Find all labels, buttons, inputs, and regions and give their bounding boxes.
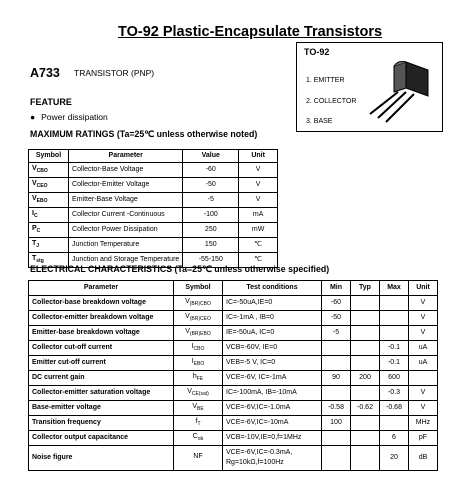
part-type: TRANSISTOR (PNP) xyxy=(74,68,155,78)
condition-cell: VCE=-6V,IC=-0.3mA, Rg=10kΩ,f=100Hz xyxy=(223,446,322,471)
symbol-subscript: CBO xyxy=(36,167,48,174)
symbol-subscript: stg xyxy=(36,257,44,264)
parameter-cell: Collector-emitter saturation voltage xyxy=(29,386,174,401)
table-row xyxy=(29,356,438,371)
symbol-letter: V xyxy=(187,388,192,395)
min-cell xyxy=(322,341,351,356)
unit-cell: V xyxy=(409,296,438,311)
symbol-letter: I xyxy=(32,209,34,217)
parameter-cell: Transition frequency xyxy=(29,416,174,431)
column-header: Symbol xyxy=(174,281,223,296)
max-ratings-heading: MAXIMUM RATINGS (Ta=25℃ unless otherwise noted) xyxy=(30,129,258,139)
symbol-letter: V xyxy=(32,164,37,172)
symbol-subscript: C xyxy=(33,212,38,219)
symbol-cell xyxy=(174,371,223,386)
pin-label-collector: 2. COLLECTOR xyxy=(306,98,357,105)
symbol-subscript: EBO xyxy=(36,197,48,204)
table-row xyxy=(29,431,438,446)
parameter-cell: Base-emitter voltage xyxy=(29,401,174,416)
value-cell: -50 xyxy=(183,177,239,192)
parameter-cell: Collector Current -Continuous xyxy=(69,207,183,222)
min-cell: -60 xyxy=(322,296,351,311)
table-row xyxy=(29,446,438,471)
symbol-subscript: (BR)EBO xyxy=(189,331,211,337)
electrical-body xyxy=(29,296,438,471)
symbol-cell xyxy=(174,311,223,326)
parameter-cell: Junction and Storage Temperature xyxy=(69,252,183,267)
table-row xyxy=(29,341,438,356)
condition-cell: VCE=-6V, IC=-1mA xyxy=(223,371,322,386)
parameter-cell: Noise figure xyxy=(29,446,174,471)
max-cell: 20 xyxy=(380,446,409,471)
value-cell: -60 xyxy=(183,162,239,177)
unit-cell: mW xyxy=(239,222,278,237)
parameter-cell: Emitter cut-off current xyxy=(29,356,174,371)
pin-label-base: 3. BASE xyxy=(306,118,333,125)
condition-cell: VCB=-60V, IE=0 xyxy=(223,341,322,356)
column-header: Unit xyxy=(409,281,438,296)
typ-cell xyxy=(351,356,380,371)
package-title: TO-92 xyxy=(304,47,330,57)
unit-cell: ℃ xyxy=(239,237,278,252)
symbol-letter: C xyxy=(192,433,198,440)
table-row xyxy=(29,192,278,207)
unit-cell: dB xyxy=(409,446,438,471)
max-cell: -0.1 xyxy=(380,341,409,356)
symbol-subscript: T xyxy=(197,421,201,427)
unit-cell: V xyxy=(409,401,438,416)
parameter-cell: Emitter-Base Voltage xyxy=(69,192,183,207)
symbol-letter: V xyxy=(185,313,190,320)
column-header: Parameter xyxy=(69,150,183,163)
max-ratings-table xyxy=(28,149,278,268)
symbol-subscript: J xyxy=(36,242,40,249)
parameter-cell: Collector-base breakdown voltage xyxy=(29,296,174,311)
value-cell: -5 xyxy=(183,192,239,207)
symbol-letter: f xyxy=(195,418,198,425)
typ-cell: 200 xyxy=(351,371,380,386)
condition-cell: IC=-100mA, IB=-10mA xyxy=(223,386,322,401)
table-row xyxy=(29,237,278,252)
symbol-cell xyxy=(29,177,69,192)
unit-cell: V xyxy=(239,177,278,192)
unit-cell: V xyxy=(409,386,438,401)
symbol-cell xyxy=(29,207,69,222)
min-cell xyxy=(322,386,351,401)
unit-cell: ℃ xyxy=(239,252,278,267)
symbol-subscript: FE xyxy=(196,376,204,382)
symbol-subscript: BE xyxy=(197,406,204,412)
max-cell xyxy=(380,311,409,326)
max-cell xyxy=(380,416,409,431)
symbol-letter: P xyxy=(32,224,37,232)
symbol-letter: V xyxy=(32,194,37,202)
symbol-subscript: (BR)CEO xyxy=(189,316,211,322)
parameter-cell: Collector-Emitter Voltage xyxy=(69,177,183,192)
value-cell: 250 xyxy=(183,222,239,237)
symbol-subscript: C xyxy=(36,227,41,234)
part-number: A733 xyxy=(30,66,60,80)
typ-cell xyxy=(351,341,380,356)
unit-cell: MHz xyxy=(409,416,438,431)
electrical-heading: ELECTRICAL CHARACTERISTICS (Ta=25℃ unless otherwise specified) xyxy=(30,264,330,274)
condition-cell: IC=-50uA,IE=0 xyxy=(223,296,322,311)
parameter-cell: Collector cut-off current xyxy=(29,341,174,356)
min-cell: -5 xyxy=(322,326,351,341)
condition-cell: VCB=-10V,IE=0,f=1MHz xyxy=(223,431,322,446)
table-row xyxy=(29,326,438,341)
min-cell: -0.58 xyxy=(322,401,351,416)
symbol-letter: T xyxy=(32,254,37,262)
table-row xyxy=(29,162,278,177)
unit-cell: mA xyxy=(239,207,278,222)
unit-cell: V xyxy=(409,326,438,341)
column-header: Value xyxy=(183,150,239,163)
column-header: Min xyxy=(322,281,351,296)
min-cell xyxy=(322,431,351,446)
column-header: Unit xyxy=(239,150,278,163)
unit-cell: V xyxy=(239,162,278,177)
min-cell xyxy=(322,446,351,471)
typ-cell xyxy=(351,416,380,431)
table-row xyxy=(29,311,438,326)
symbol-cell xyxy=(29,237,69,252)
symbol-cell xyxy=(174,416,223,431)
table-row xyxy=(29,416,438,431)
symbol-cell xyxy=(174,431,223,446)
parameter-cell: Collector-Base Voltage xyxy=(69,162,183,177)
table-row xyxy=(29,371,438,386)
symbol-cell xyxy=(174,386,223,401)
symbol-cell xyxy=(174,341,223,356)
symbol-letter: V xyxy=(185,328,190,335)
value-cell: 150 xyxy=(183,237,239,252)
symbol-letter: I xyxy=(191,343,194,350)
symbol-cell xyxy=(29,192,69,207)
typ-cell xyxy=(351,311,380,326)
unit-cell xyxy=(409,371,438,386)
unit-cell: V xyxy=(239,192,278,207)
table-row xyxy=(29,386,438,401)
symbol-subscript: (BR)CBO xyxy=(189,301,211,307)
max-cell xyxy=(380,326,409,341)
symbol-cell xyxy=(174,326,223,341)
column-header: Symbol xyxy=(29,150,69,163)
min-cell: -50 xyxy=(322,311,351,326)
document-title: TO-92 Plastic-Encapsulate Transistors xyxy=(118,24,383,40)
symbol-letter: V xyxy=(192,403,197,410)
symbol-letter: NF xyxy=(193,453,203,460)
min-cell: 90 xyxy=(322,371,351,386)
max-cell: -0.68 xyxy=(380,401,409,416)
table-row xyxy=(29,296,438,311)
condition-cell: VEB=-5 V, IC=0 xyxy=(223,356,322,371)
parameter-cell: Collector output capacitance xyxy=(29,431,174,446)
typ-cell xyxy=(351,326,380,341)
symbol-letter: V xyxy=(32,179,37,187)
table-row xyxy=(29,401,438,416)
symbol-subscript: ob xyxy=(197,436,204,442)
bullet: ● xyxy=(30,112,36,122)
max-cell: 600 xyxy=(380,371,409,386)
symbol-cell xyxy=(174,401,223,416)
column-header: Test conditions xyxy=(223,281,322,296)
pin-label-emitter: 1. EMITTER xyxy=(306,77,345,84)
symbol-letter: I xyxy=(191,358,194,365)
column-header: Typ xyxy=(351,281,380,296)
parameter-cell: Junction Temperature xyxy=(69,237,183,252)
value-cell: -100 xyxy=(183,207,239,222)
typ-cell xyxy=(351,296,380,311)
max-cell: 6 xyxy=(380,431,409,446)
parameter-cell: Collector-emitter breakdown voltage xyxy=(29,311,174,326)
feature-text: Power dissipation xyxy=(41,112,108,122)
unit-cell: V xyxy=(409,311,438,326)
typ-cell xyxy=(351,446,380,471)
condition-cell: VCE=-6V,IC=-10mA xyxy=(223,416,322,431)
symbol-letter: V xyxy=(185,298,190,305)
table-row xyxy=(29,177,278,192)
symbol-subscript: CBO xyxy=(193,346,205,352)
unit-cell: uA xyxy=(409,356,438,371)
symbol-letter: T xyxy=(32,239,37,247)
value-cell: -55-150 xyxy=(183,252,239,267)
typ-cell: -0.62 xyxy=(351,401,380,416)
min-cell: 100 xyxy=(322,416,351,431)
symbol-subscript: CEO xyxy=(36,182,48,189)
symbol-cell xyxy=(29,222,69,237)
max-ratings-body xyxy=(29,162,278,267)
unit-cell: uA xyxy=(409,341,438,356)
symbol-cell xyxy=(174,296,223,311)
table-row xyxy=(29,222,278,237)
condition-cell: VCE=-6V,IC=-1.0mA xyxy=(223,401,322,416)
unit-cell: pF xyxy=(409,431,438,446)
symbol-cell xyxy=(29,162,69,177)
parameter-cell: DC current gain xyxy=(29,371,174,386)
symbol-letter: h xyxy=(192,373,197,380)
symbol-cell xyxy=(174,446,223,471)
symbol-cell xyxy=(174,356,223,371)
parameter-cell: Collector Power Dissipation xyxy=(69,222,183,237)
feature-heading: FEATURE xyxy=(30,97,72,107)
typ-cell xyxy=(351,386,380,401)
typ-cell xyxy=(351,431,380,446)
parameter-cell: Emitter-base breakdown voltage xyxy=(29,326,174,341)
min-cell xyxy=(322,356,351,371)
electrical-characteristics-table xyxy=(28,280,438,471)
feature-item xyxy=(30,112,108,122)
condition-cell: IC=-1mA , IB=0 xyxy=(223,311,322,326)
table-row xyxy=(29,207,278,222)
symbol-subscript: CE(sat) xyxy=(191,391,209,397)
column-header: Max xyxy=(380,281,409,296)
condition-cell: IE=-50uA, IC=0 xyxy=(223,326,322,341)
column-header: Parameter xyxy=(29,281,174,296)
max-cell: -0.3 xyxy=(380,386,409,401)
symbol-subscript: EBO xyxy=(193,361,205,367)
max-cell xyxy=(380,296,409,311)
max-cell: -0.1 xyxy=(380,356,409,371)
to92-package-drawing xyxy=(360,56,442,132)
